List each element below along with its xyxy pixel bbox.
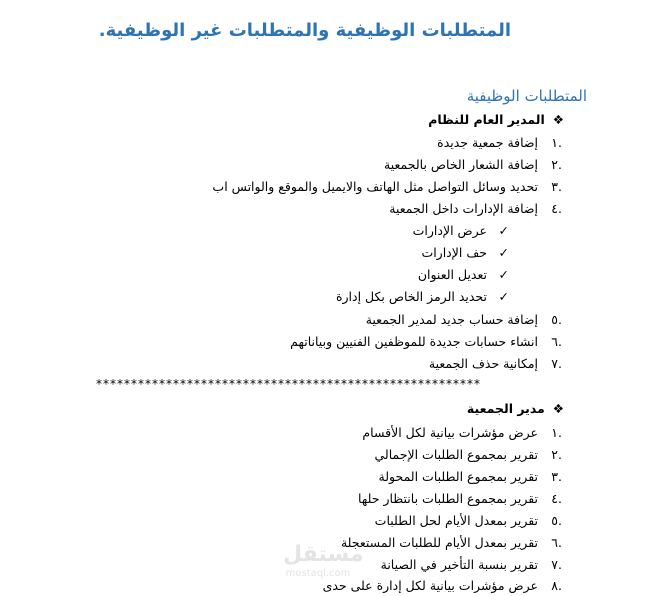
asterisk-separator: ******************************************************* [96, 377, 481, 391]
list-number: .٣ [551, 469, 562, 484]
sub-list-item-text: حف الإدارات [421, 245, 487, 260]
list-item-text: إمكانية حذف الجمعية [428, 356, 539, 371]
list-number: .٢ [551, 447, 562, 462]
sub-list-item-text: تعديل العنوان [417, 267, 487, 282]
list-item [375, 511, 562, 531]
list-item-text: إضافة جمعية جديدة [437, 135, 539, 150]
list-item [429, 354, 562, 374]
diamond-bullet-icon: ❖ [552, 112, 564, 127]
list-number: .٨ [551, 578, 562, 593]
list-number: .١ [551, 135, 562, 150]
list-item-text: إضافة الشعار الخاص بالجمعية [384, 157, 539, 172]
list-number: .٥ [551, 513, 562, 528]
section-subheading: المتطلبات الوظيفية [466, 87, 587, 105]
list-number: .٥ [551, 312, 562, 327]
list-item-text: تحديد وسائل التواصل مثل الهاتف والايميل والموقع والواتس اب [212, 179, 539, 194]
diamond-bullet-icon: ❖ [552, 401, 564, 416]
sub-list-item [418, 265, 509, 285]
list-item-text: عرض مؤشرات بيانية لكل الأقسام [362, 425, 539, 440]
list-item [374, 445, 562, 465]
sub-list-item [421, 243, 509, 263]
list-item [389, 199, 562, 219]
list-item [290, 332, 562, 352]
document-title: المتطلبات الوظيفية والمتطلبات غير الوظيفية. [98, 20, 511, 41]
list-number: .١ [551, 425, 562, 440]
sub-list-item-text: تحديد الرمز الخاص بكل إدارة [335, 289, 487, 304]
sub-list-item [336, 287, 509, 307]
sub-list-item [413, 221, 509, 241]
list-number: .٣ [551, 179, 562, 194]
list-item [384, 155, 562, 175]
list-item-text: تقرير بمجموع الطلبات الإجمالي [374, 447, 539, 462]
list-number: .٧ [551, 356, 562, 371]
checkmark-icon: ✓ [498, 223, 509, 238]
list-item [358, 489, 562, 509]
list-item-text: عرض مؤشرات بيانية لكل إدارة على حدى [322, 578, 539, 593]
watermark-logo [283, 542, 364, 592]
list-item-text: انشاء حسابات جديدة للموظفين الفنيين وبياناتهم [290, 334, 539, 349]
list-item [381, 555, 562, 575]
list-item [341, 533, 562, 553]
list-item-text: تقرير بنسبة التأخير في الصيانة [380, 557, 539, 572]
list-item-text: تقرير بمعدل الأيام للطلبات المستعجلة [340, 535, 539, 550]
list-number: .٦ [551, 334, 562, 349]
checkmark-icon: ✓ [498, 289, 509, 304]
sub-list-item-text: عرض الإدارات [412, 223, 487, 238]
list-item [212, 177, 562, 197]
list-number: .٦ [551, 535, 562, 550]
section-heading-general-manager [428, 112, 564, 127]
watermark-domain: mostaql.com [285, 568, 351, 579]
list-number: .٧ [551, 557, 562, 572]
list-item [379, 467, 562, 487]
list-item [362, 423, 562, 443]
list-item-text: تقرير بمعدل الأيام لحل الطلبات [374, 513, 539, 528]
list-number: .٢ [551, 157, 562, 172]
section-heading-association-manager [467, 401, 564, 416]
list-item [437, 133, 562, 153]
list-item-text: تقرير بمجموع الطلبات بانتظار حلها [358, 491, 539, 506]
checkmark-icon: ✓ [498, 245, 509, 260]
list-number: .٤ [551, 491, 562, 506]
list-item-text: إضافة الإدارات داخل الجمعية [389, 201, 539, 216]
checkmark-icon: ✓ [498, 267, 509, 282]
watermark-text: مستقل [283, 542, 364, 567]
list-number: .٤ [551, 201, 562, 216]
list-item-text: تقرير بمجموع الطلبات المحولة [378, 469, 539, 484]
section-heading-text: مدير الجمعية [466, 401, 545, 416]
section-heading-text: المدير العام للنظام [428, 112, 545, 127]
list-item-text: إضافة حساب جديد لمدير الجمعية [365, 312, 539, 327]
list-item [323, 576, 562, 596]
list-item [366, 310, 562, 330]
